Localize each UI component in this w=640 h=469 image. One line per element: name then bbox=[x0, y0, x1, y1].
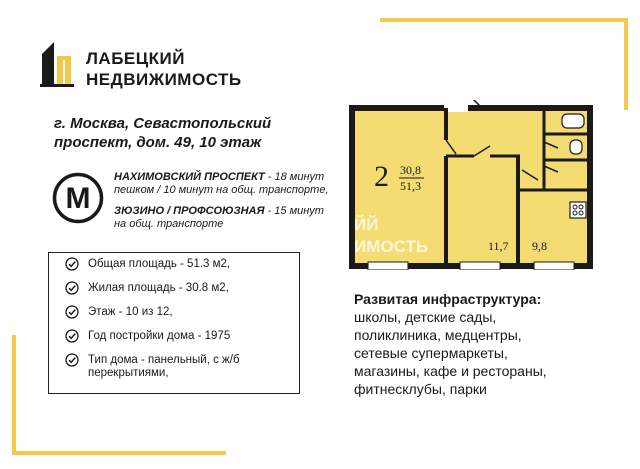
fact-item bbox=[65, 282, 299, 295]
fact-text: Жилая площадь - 30.8 м2, bbox=[88, 282, 229, 294]
plan-room-area: 11,7 bbox=[488, 239, 509, 253]
floor-plan bbox=[348, 100, 594, 270]
property-address bbox=[54, 114, 324, 152]
metro-station-2-name: ЗЮЗИНО / ПРОФСОЮЗНАЯ bbox=[114, 205, 265, 217]
infrastructure-title: Развитая инфраструктура: bbox=[354, 291, 542, 307]
metro-station-2-time: - 15 минут bbox=[264, 205, 324, 217]
metro-station-1-time: - 18 минут bbox=[264, 171, 325, 183]
plan-rooms-count: 2 bbox=[374, 160, 389, 193]
check-circle-icon bbox=[65, 305, 79, 319]
check-circle-icon bbox=[65, 281, 79, 295]
property-facts-box bbox=[48, 252, 300, 394]
metro-logo-icon bbox=[52, 172, 104, 224]
fact-text: Общая площадь - 51.3 м2, bbox=[88, 258, 231, 270]
metro-station-1-name: НАХИМОВСКИЙ ПРОСПЕКТ bbox=[114, 171, 265, 183]
brand-line-2: НЕДВИЖИМОСТЬ bbox=[86, 70, 242, 89]
agency-logo-icon bbox=[38, 40, 76, 88]
infrastructure-line: сетевые супермаркеты, bbox=[354, 345, 508, 361]
fact-item bbox=[65, 306, 299, 319]
check-circle-icon bbox=[65, 353, 79, 367]
infrastructure-line: магазины, кафе и рестораны, bbox=[354, 363, 547, 379]
metro-info bbox=[114, 171, 340, 231]
brand-line-1: ЛАБЕЦКИЙ bbox=[86, 49, 185, 68]
infrastructure-line: поликлиника, медцентры, bbox=[354, 327, 522, 343]
infrastructure-line: фитнесклубы, парки bbox=[354, 381, 487, 397]
toilet-icon bbox=[570, 140, 582, 154]
fact-text: Тип дома - панельный, с ж/б перекрытиями, bbox=[88, 354, 240, 379]
metro-logo-letter: М bbox=[65, 182, 91, 215]
fact-item bbox=[65, 354, 299, 380]
check-circle-icon bbox=[65, 329, 79, 343]
infrastructure-block bbox=[354, 290, 624, 398]
metro-station-2-time-detail: на общ. транспорте bbox=[114, 218, 224, 230]
brand-name bbox=[86, 48, 242, 90]
infrastructure-line: школы, детские сады, bbox=[354, 309, 497, 325]
plan-living-area: 30,8 bbox=[400, 163, 421, 177]
plan-watermark-line-2: ИМОСТЬ bbox=[354, 237, 429, 256]
fact-text: Этаж - 10 из 12, bbox=[88, 306, 173, 318]
plan-kitchen-area: 9,8 bbox=[532, 239, 547, 253]
gold-frame-top-right bbox=[380, 18, 628, 110]
address-line-2: проспект, дом. 49, 10 этаж bbox=[54, 134, 262, 151]
bathtub-icon bbox=[562, 114, 584, 128]
fact-text: Год постройки дома - 1975 bbox=[88, 330, 231, 342]
plan-total-area: 51,3 bbox=[400, 179, 421, 193]
fact-item bbox=[65, 330, 299, 343]
stove-icon bbox=[570, 202, 586, 218]
check-circle-icon bbox=[65, 257, 79, 271]
metro-station-1-time-detail: пешком / 10 минут на общ. транспорте, bbox=[114, 184, 329, 196]
plan-watermark-line-1: ЙЙ bbox=[354, 215, 379, 234]
address-line-1: г. Москва, Севастопольский bbox=[54, 115, 272, 132]
fact-item bbox=[65, 258, 299, 271]
